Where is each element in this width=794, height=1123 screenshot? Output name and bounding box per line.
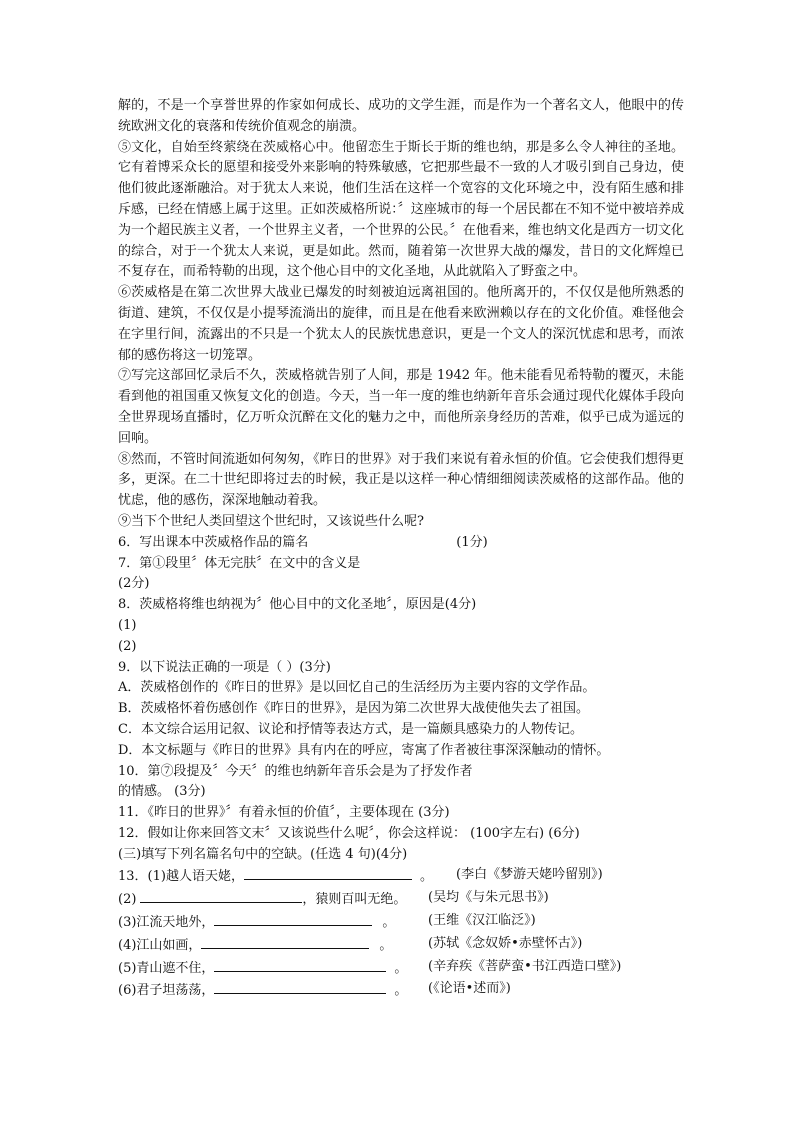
answer-blank[interactable] [214, 911, 372, 926]
fill-blank-tail: 。 [394, 960, 408, 976]
fill-blank-source: (王维《汉江临泛》) [428, 913, 536, 929]
fill-blank-row [118, 979, 684, 1002]
question-12: 12．假如让你来回答文末〞又该说些什么呢〞，你会这样说： (100字左右) (6分) [118, 825, 580, 841]
fill-blank-tail: 。 [394, 983, 408, 999]
answer-blank[interactable] [214, 979, 386, 994]
fill-blank-row [118, 865, 684, 888]
question-8-item-1: (1) [118, 617, 137, 633]
paragraph-6: ⑥茨威格是在第二次世界大战业已爆发的时刻被迫远离祖国的。他所离开的，不仅仅是他所熟悉的街道、建筑，不仅仅是小提琴流淌出的旋律，而且是在他看来欧洲赖以存在的文化价值。难怪他会在字里行间，流露出的不只是一个犹太人的民族忧患意识，更是一个文人的深沉忧虑和思考，而浓郁的感伤将这一切笼罩。 [118, 285, 684, 363]
fill-blank-lead: (3)江流天地外， [118, 915, 215, 931]
paragraph-5: ⑤文化，自始至终萦绕在茨威格心中。他留恋生于斯长于斯的维也纳，那是多么令人神往的圣地。它有着博采众长的愿望和接受外来影响的特殊敏感，它把那些最不一致的人才吸引到自己身边，使他们彼此逐渐融洽。对于犹太人来说，他们生活在这样一个宽容的文化环境之中，没有陌生感和排斥感，已经在情感上属于这里。正如茨威格所说：〞这座城市的每一个居民都在不知不觉中被培养成为一个超民族主义者，一个世界主义者，一个世界的公民。〞在他看来，维也纳文化是西方一切文化的综合，对于一个犹太人来说，更是如此。然而，随着第一次世界大战的爆发，昔日的文化辉煌已不复存在，而希特勒的出现，这个他心目中的文化圣地，从此就陷入了野蛮之中。 [118, 139, 684, 280]
question-6 [118, 533, 684, 554]
question-6-text: 6．写出课本中茨威格作品的篇名 [118, 534, 309, 550]
fill-blank-source: (苏轼《念奴娇•赤壁怀古》) [428, 935, 583, 951]
question-7: 7．第①段里〞体无完肤〞在文中的含义是 [118, 555, 361, 571]
answer-blank[interactable] [214, 957, 386, 972]
fill-blank-source: (《论语•述而》) [428, 981, 511, 997]
question-10-tail: 的情感。 (3分) [118, 784, 206, 800]
question-8: 8．茨威格将维也纳视为〞他心目中的文化圣地〞，原因是(4分) [118, 597, 477, 613]
fill-blank-row [118, 888, 684, 911]
answer-blank[interactable] [244, 865, 412, 880]
question-9-option-b: B．茨威格怀着伤感创作《昨日的世界》，是因为第二次世界大战使他失去了祖国。 [118, 701, 590, 717]
question-7-score: (2分) [118, 576, 150, 592]
fill-blank-source: (辛弃疾《菩萨蛮•书江西造口壁》) [428, 958, 622, 974]
answer-blank[interactable] [201, 934, 369, 949]
question-9: 9．以下说法正确的一项是（ ）(3分) [118, 659, 331, 675]
question-10: 10．第⑦段提及〞今天〞的维也纳新年音乐会是为了抒发作者 [118, 763, 473, 779]
fill-blank-lead: (4)江山如画， [118, 937, 202, 953]
fill-blank-tail: 。 [419, 869, 433, 885]
fill-blank-row [118, 911, 684, 934]
answer-blank[interactable] [140, 888, 302, 903]
fill-blank-tail: ，猿则百叫无绝。 [302, 892, 407, 908]
question-6-score: (1分) [456, 534, 488, 550]
question-8-item-2: (2) [118, 638, 137, 654]
exam-page [118, 96, 684, 1002]
paragraph-8: ⑧然而，不管时间流逝如何匆匆，《昨日的世界》对于我们来说有着永恒的价值。它会使我们想得更多，更深。在二十世纪即将过去的时候，我正是以这样一种心情细细阅读茨威格的这部作品。他的忧虑，他的感伤，深深地触动着我。 [118, 451, 684, 509]
question-11: 11．《昨日的世界》〞有着永恒的价值〞，主要体现在 (3分) [118, 805, 450, 821]
fill-blank-tail: 。 [382, 915, 396, 931]
fill-blank-lead: (5)青山遮不住， [118, 960, 215, 976]
fill-blank-row [118, 957, 684, 980]
section-3-heading: (三)填写下列名篇名句中的空缺。(任选 4 句)(4分) [118, 846, 408, 862]
paragraph-9: ⑨当下个世纪人类回望这个世纪时，又该说些什么呢? [118, 513, 424, 529]
fill-blank-row [118, 934, 684, 957]
fill-blank-source: (李白《梦游天姥吟留别》) [456, 867, 603, 883]
fill-blank-tail: 。 [379, 937, 393, 953]
question-9-option-a: A．茨威格创作的《昨日的世界》是以回忆自己的生活经历为主要内容的文学作品。 [118, 680, 596, 696]
fill-blank-lead: (2) [118, 892, 137, 908]
question-9-option-d: D．本文标题与《昨日的世界》具有内在的呼应，寄寓了作者被往事深深触动的情怀。 [118, 742, 610, 758]
fill-blank-lead: (6)君子坦荡荡， [118, 983, 215, 999]
fill-blank-source: (吴均《与朱元思书》) [428, 890, 549, 906]
question-9-option-c: C．本文综合运用记叙、议论和抒情等表达方式，是一篇颇具感染力的人物传记。 [118, 721, 583, 737]
paragraph-4-tail: 解的，不是一个享誉世界的作家如何成长、成功的文学生涯，而是作为一个著名文人，他眼中的传统欧洲文化的衰落和传统价值观念的崩溃。 [118, 98, 684, 134]
fill-blank-lead: 13．(1)越人语天姥， [118, 869, 244, 885]
paragraph-7: ⑦写完这部回忆录后不久，茨威格就告别了人间，那是 1942 年。他未能看见希特勒的覆灭，未能看到他的祖国重又恢复文化的创造。今天，当一年一度的维也纳新年音乐会通过现代化媒体手段向全世界现场直播时，亿万听众沉醉在文化的魅力之中，而他所亲身经历的苦难，似乎已成为遥远的回响。 [118, 368, 684, 446]
